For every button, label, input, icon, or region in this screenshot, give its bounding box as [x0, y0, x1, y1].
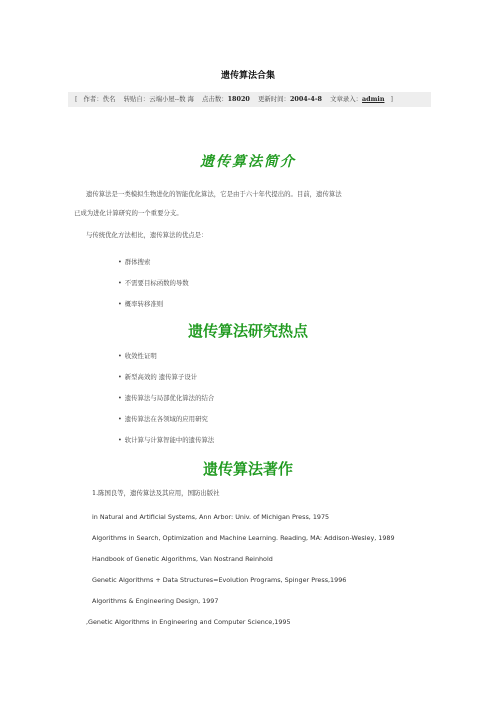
- book-reference: Handbook of Genetic Algorithms, Van Nostrand Reinhold: [92, 555, 273, 563]
- bullet-dot-icon: •: [118, 394, 122, 402]
- book-reference: ,Genetic Algorithms in Engineering and Computer Science,1995: [86, 618, 291, 626]
- poster-value: 云端小屋--数 海: [149, 95, 194, 103]
- document-title: 遗传算法合集: [220, 71, 275, 81]
- book-reference: Algorithms & Engineering Design, 1997: [92, 597, 219, 605]
- intro-paragraph-line2: 已成为进化计算研究的一个重要分支。: [74, 209, 183, 217]
- section-title-books: 遗传算法著作: [202, 460, 293, 478]
- book-reference: 1.陈国良等，遗传算法及其应用，国防出版社: [92, 489, 220, 497]
- book-reference: in Natural and Artificial Systems, Ann Arbor: Univ. of Michigan Press, 1975: [92, 513, 330, 521]
- hits-label: 点击数：: [202, 95, 228, 103]
- editor-value: admin: [362, 95, 385, 103]
- hits-value: 18020: [227, 95, 250, 103]
- intro-paragraph-line1: 遗传算法是一类模拟生物进化的智能优化算法，它是由于六十年代提出的。目前，遗传算法: [86, 190, 342, 198]
- bullet-dot-icon: •: [118, 373, 122, 381]
- list-item: • 遗传算法与局部优化算法的结合: [118, 394, 215, 402]
- article-meta-bar: [68, 92, 431, 107]
- updated-value: 2004-4-8: [289, 95, 322, 103]
- list-item: • 群体搜索: [118, 258, 151, 266]
- list-item: • 概率转移准则: [118, 300, 164, 308]
- poster-label: 转贴自：: [123, 95, 150, 103]
- bullet-dot-icon: •: [118, 279, 122, 287]
- list-item: • 不需要目标函数的导数: [118, 279, 189, 287]
- section-title-intro: 遗传算法简介: [200, 154, 296, 170]
- book-reference: Algorithms in Search, Optimization and Machine Learning. Reading, MA: Addison-Wesley, 1989: [92, 534, 395, 542]
- list-item: • 新型高效的 遗传算子设计: [118, 373, 198, 381]
- section-title-research: 遗传算法研究热点: [187, 322, 308, 340]
- author-label: 作者：: [83, 95, 103, 103]
- bracket-open: [: [75, 95, 78, 103]
- list-item: • 收敛性证明: [118, 352, 157, 360]
- list-item: • 遗传算法在各领域的应用研究: [118, 415, 208, 423]
- book-reference: Genetic Algorithms + Data Structures=Evolution Programs, Spinger Press,1996: [92, 576, 347, 584]
- list-item: • 软计算与计算智能中的遗传算法: [118, 436, 215, 444]
- editor-label: 文章录入：: [330, 95, 363, 103]
- bullet-dot-icon: •: [118, 258, 122, 266]
- bullet-dot-icon: •: [118, 415, 122, 423]
- bullet-dot-icon: •: [118, 436, 122, 444]
- intro-paragraph-2: 与传统优化方法相比，遗传算法的优点是：: [86, 231, 208, 239]
- updated-label: 更新时间：: [257, 95, 290, 103]
- bracket-close: ]: [390, 95, 394, 103]
- author-value: 佚名: [102, 95, 116, 103]
- bullet-dot-icon: •: [118, 352, 122, 360]
- bullet-dot-icon: •: [118, 300, 122, 308]
